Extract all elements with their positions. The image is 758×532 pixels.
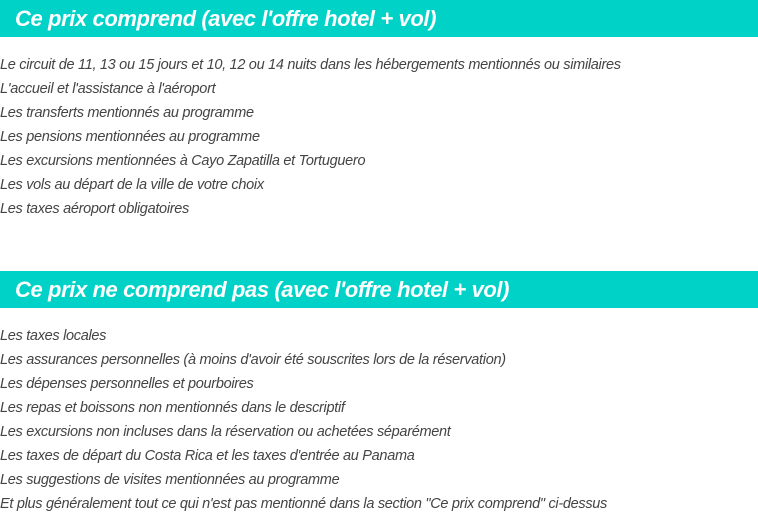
excluded-item: Et plus généralement tout ce qui n'est pas mentionné dans la section "Ce prix comprend" ci-dessus	[0, 496, 608, 512]
included-item: Le circuit de 11, 13 ou 15 jours et 10, 12 ou 14 nuits dans les hébergements mentionnés ou similaires	[0, 57, 621, 73]
included-item: Les transferts mentionnés au programme	[0, 105, 254, 121]
excluded-items-list	[0, 324, 607, 516]
included-item: Les vols au départ de la ville de votre choix	[0, 177, 264, 193]
included-items-list	[0, 53, 621, 221]
excluded-item: Les assurances personnelles (à moins d'avoir été souscrites lors de la réservation)	[0, 352, 506, 368]
included-item: Les excursions mentionnées à Cayo Zapatilla et Tortuguero	[0, 153, 366, 169]
excluded-item: Les taxes de départ du Costa Rica et les taxes d'entrée au Panama	[0, 448, 415, 464]
excluded-item: Les dépenses personnelles et pourboires	[0, 376, 254, 392]
excluded-section-title: Ce prix ne comprend pas (avec l'offre hotel + vol)	[0, 271, 758, 308]
included-item: Les pensions mentionnées au programme	[0, 129, 260, 145]
excluded-item: Les taxes locales	[0, 328, 107, 344]
included-section-title: Ce prix comprend (avec l'offre hotel + vol)	[0, 0, 758, 37]
excluded-item: Les suggestions de visites mentionnées au programme	[0, 472, 340, 488]
excluded-item: Les excursions non incluses dans la réservation ou achetées séparément	[0, 424, 451, 440]
excluded-item: Les repas et boissons non mentionnés dans le descriptif	[0, 400, 345, 416]
included-item: L'accueil et l'assistance à l'aéroport	[0, 81, 216, 97]
included-item: Les taxes aéroport obligatoires	[0, 201, 189, 217]
